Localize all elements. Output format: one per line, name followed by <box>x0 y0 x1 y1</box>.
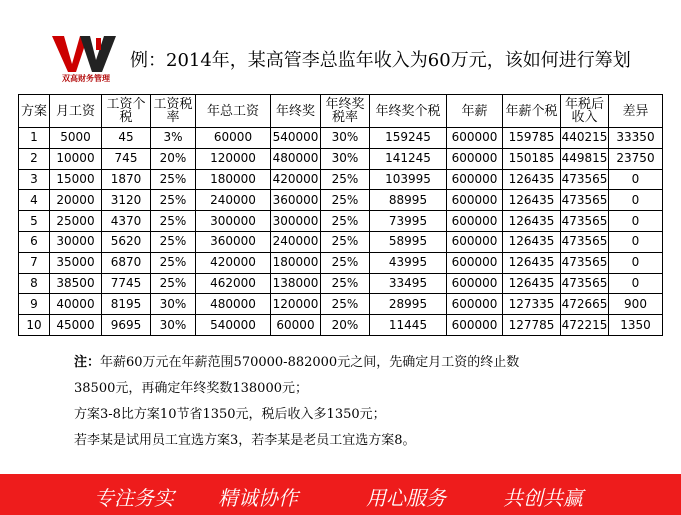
table-cell: 11445 <box>370 315 447 336</box>
table-cell: 3120 <box>102 190 151 211</box>
table-cell: 25% <box>151 252 196 273</box>
table-cell: 1 <box>19 128 50 149</box>
table-cell: 0 <box>609 169 663 190</box>
table-cell: 473565 <box>561 190 609 211</box>
table-cell: 20% <box>321 315 370 336</box>
table-cell: 5 <box>19 211 50 232</box>
table-row <box>19 273 663 294</box>
table-cell: 600000 <box>447 211 503 232</box>
table-cell: 73995 <box>370 211 447 232</box>
table-cell: 45000 <box>50 315 102 336</box>
table-cell: 472215 <box>561 315 609 336</box>
header-cell: 年薪 <box>447 95 503 128</box>
table-cell: 1870 <box>102 169 151 190</box>
table-cell: 180000 <box>196 169 271 190</box>
note-line <box>74 352 664 378</box>
table-cell: 3 <box>19 169 50 190</box>
table-cell: 120000 <box>196 148 271 169</box>
table-cell: 30% <box>321 128 370 149</box>
table-cell: 600000 <box>447 190 503 211</box>
table-cell: 449815 <box>561 148 609 169</box>
slogan-text: 共创共赢 <box>503 486 583 510</box>
table-cell: 600000 <box>447 231 503 252</box>
table-cell: 7 <box>19 252 50 273</box>
slogan-text: 用心服务 <box>366 486 446 510</box>
table-cell: 25% <box>151 273 196 294</box>
table-cell: 360000 <box>271 190 321 211</box>
table-cell: 8 <box>19 273 50 294</box>
table-cell: 159245 <box>370 128 447 149</box>
table-cell: 240000 <box>271 231 321 252</box>
table-cell: 420000 <box>271 169 321 190</box>
table-cell: 30% <box>151 315 196 336</box>
table-cell: 25% <box>321 169 370 190</box>
header-cell: 方案 <box>19 95 50 128</box>
table-cell: 28995 <box>370 294 447 315</box>
table-cell: 25% <box>151 231 196 252</box>
table-cell: 127335 <box>503 294 561 315</box>
table-cell: 120000 <box>271 294 321 315</box>
table-cell: 6870 <box>102 252 151 273</box>
table-cell: 10 <box>19 315 50 336</box>
table-cell: 25% <box>321 211 370 232</box>
table-cell: 540000 <box>271 128 321 149</box>
table-cell: 25% <box>321 294 370 315</box>
slogan-banner <box>0 474 681 515</box>
table-cell: 900 <box>609 294 663 315</box>
table-cell: 20000 <box>50 190 102 211</box>
table-cell: 60000 <box>196 128 271 149</box>
table-cell: 43995 <box>370 252 447 273</box>
table-cell: 141245 <box>370 148 447 169</box>
table-cell: 30000 <box>50 231 102 252</box>
table-cell: 600000 <box>447 252 503 273</box>
table-cell: 440215 <box>561 128 609 149</box>
header-cell: 差异 <box>609 95 663 128</box>
table-cell: 1350 <box>609 315 663 336</box>
table-cell: 138000 <box>271 273 321 294</box>
table-cell: 38500 <box>50 273 102 294</box>
table-row <box>19 148 663 169</box>
table-cell: 480000 <box>271 148 321 169</box>
table-row <box>19 190 663 211</box>
table-cell: 2 <box>19 148 50 169</box>
table-cell: 20% <box>151 148 196 169</box>
table-row <box>19 169 663 190</box>
table-cell: 600000 <box>447 294 503 315</box>
table-cell: 0 <box>609 273 663 294</box>
slogan-text: 精诚协作 <box>218 486 298 510</box>
table-cell: 45 <box>102 128 151 149</box>
header-cell: 工资个税 <box>102 95 151 128</box>
table-cell: 25% <box>321 252 370 273</box>
table-cell: 126435 <box>503 231 561 252</box>
table-row <box>19 231 663 252</box>
table-cell: 473565 <box>561 252 609 273</box>
header-cell: 年税后收入 <box>561 95 609 128</box>
table-cell: 0 <box>609 231 663 252</box>
note-text: 年薪60万元在年薪范围570000-882000元之间，先确定月工资的终止数 <box>100 355 520 370</box>
note-line: 若李某是试用员工宜选方案3，若李某是老员工宜选方案8。 <box>74 433 416 448</box>
table-cell: 30% <box>321 148 370 169</box>
table-cell: 33495 <box>370 273 447 294</box>
table-cell: 6 <box>19 231 50 252</box>
table-cell: 4 <box>19 190 50 211</box>
note-line: 38500元，再确定年终奖数138000元； <box>74 381 308 396</box>
table-row <box>19 294 663 315</box>
table-cell: 300000 <box>271 211 321 232</box>
table-cell: 5620 <box>102 231 151 252</box>
table-cell: 480000 <box>196 294 271 315</box>
table-cell: 360000 <box>196 231 271 252</box>
table-cell: 126435 <box>503 190 561 211</box>
page-title: 例：2014年，某高管李总监年收入为60万元，该如何进行筹划 <box>130 50 631 71</box>
table-cell: 159785 <box>503 128 561 149</box>
table-cell: 126435 <box>503 169 561 190</box>
table-cell: 300000 <box>196 211 271 232</box>
table-cell: 25% <box>321 273 370 294</box>
table-cell: 33350 <box>609 128 663 149</box>
table-cell: 40000 <box>50 294 102 315</box>
table-cell: 0 <box>609 252 663 273</box>
table-cell: 7745 <box>102 273 151 294</box>
header-cell: 工资税率 <box>151 95 196 128</box>
table-cell: 9695 <box>102 315 151 336</box>
table-cell: 25% <box>151 211 196 232</box>
table-header-row <box>19 95 663 128</box>
table-cell: 4370 <box>102 211 151 232</box>
table-cell: 540000 <box>196 315 271 336</box>
table-cell: 473565 <box>561 273 609 294</box>
table-cell: 462000 <box>196 273 271 294</box>
table-cell: 103995 <box>370 169 447 190</box>
table-row <box>19 211 663 232</box>
table-cell: 472665 <box>561 294 609 315</box>
header-cell: 年终奖 <box>271 95 321 128</box>
table-cell: 126435 <box>503 211 561 232</box>
table-cell: 473565 <box>561 169 609 190</box>
table-cell: 600000 <box>447 315 503 336</box>
note-line: 方案3-8比方案10节省1350元，税后收入多1350元； <box>74 407 386 422</box>
table-cell: 600000 <box>447 273 503 294</box>
table-cell: 23750 <box>609 148 663 169</box>
logo-subtitle: 双高财务管理 <box>62 74 110 83</box>
table-cell: 25% <box>321 190 370 211</box>
table-cell: 25% <box>151 190 196 211</box>
table-cell: 58995 <box>370 231 447 252</box>
note-label: 注： <box>74 355 101 370</box>
table-cell: 150185 <box>503 148 561 169</box>
table-cell: 10000 <box>50 148 102 169</box>
table-cell: 600000 <box>447 128 503 149</box>
table-cell: 3% <box>151 128 196 149</box>
table-cell: 25% <box>321 231 370 252</box>
header-cell: 月工资 <box>50 95 102 128</box>
table-cell: 9 <box>19 294 50 315</box>
table-cell: 180000 <box>271 252 321 273</box>
table-cell: 473565 <box>561 231 609 252</box>
header-cell: 年薪个税 <box>503 95 561 128</box>
table-cell: 25000 <box>50 211 102 232</box>
header-cell: 年总工资 <box>196 95 271 128</box>
table-cell: 600000 <box>447 169 503 190</box>
table-cell: 745 <box>102 148 151 169</box>
table-row <box>19 128 663 149</box>
tax-plan-table <box>18 94 663 336</box>
table-cell: 126435 <box>503 252 561 273</box>
table-body <box>19 128 663 336</box>
table-cell: 240000 <box>196 190 271 211</box>
table-cell: 420000 <box>196 252 271 273</box>
table-cell: 88995 <box>370 190 447 211</box>
table-cell: 0 <box>609 211 663 232</box>
table-cell: 5000 <box>50 128 102 149</box>
table-cell: 25% <box>151 169 196 190</box>
table-cell: 15000 <box>50 169 102 190</box>
table-cell: 35000 <box>50 252 102 273</box>
company-logo-icon <box>50 34 120 74</box>
table-row <box>19 315 663 336</box>
table-cell: 8195 <box>102 294 151 315</box>
header-cell: 年终奖个税 <box>370 95 447 128</box>
table-cell: 127785 <box>503 315 561 336</box>
table-cell: 473565 <box>561 211 609 232</box>
table-row <box>19 252 663 273</box>
notes-block <box>74 352 664 456</box>
table-cell: 600000 <box>447 148 503 169</box>
table-cell: 0 <box>609 190 663 211</box>
slogan-text: 专注务实 <box>94 486 174 510</box>
table-cell: 30% <box>151 294 196 315</box>
table-cell: 126435 <box>503 273 561 294</box>
table-cell: 60000 <box>271 315 321 336</box>
header-cell: 年终奖税率 <box>321 95 370 128</box>
